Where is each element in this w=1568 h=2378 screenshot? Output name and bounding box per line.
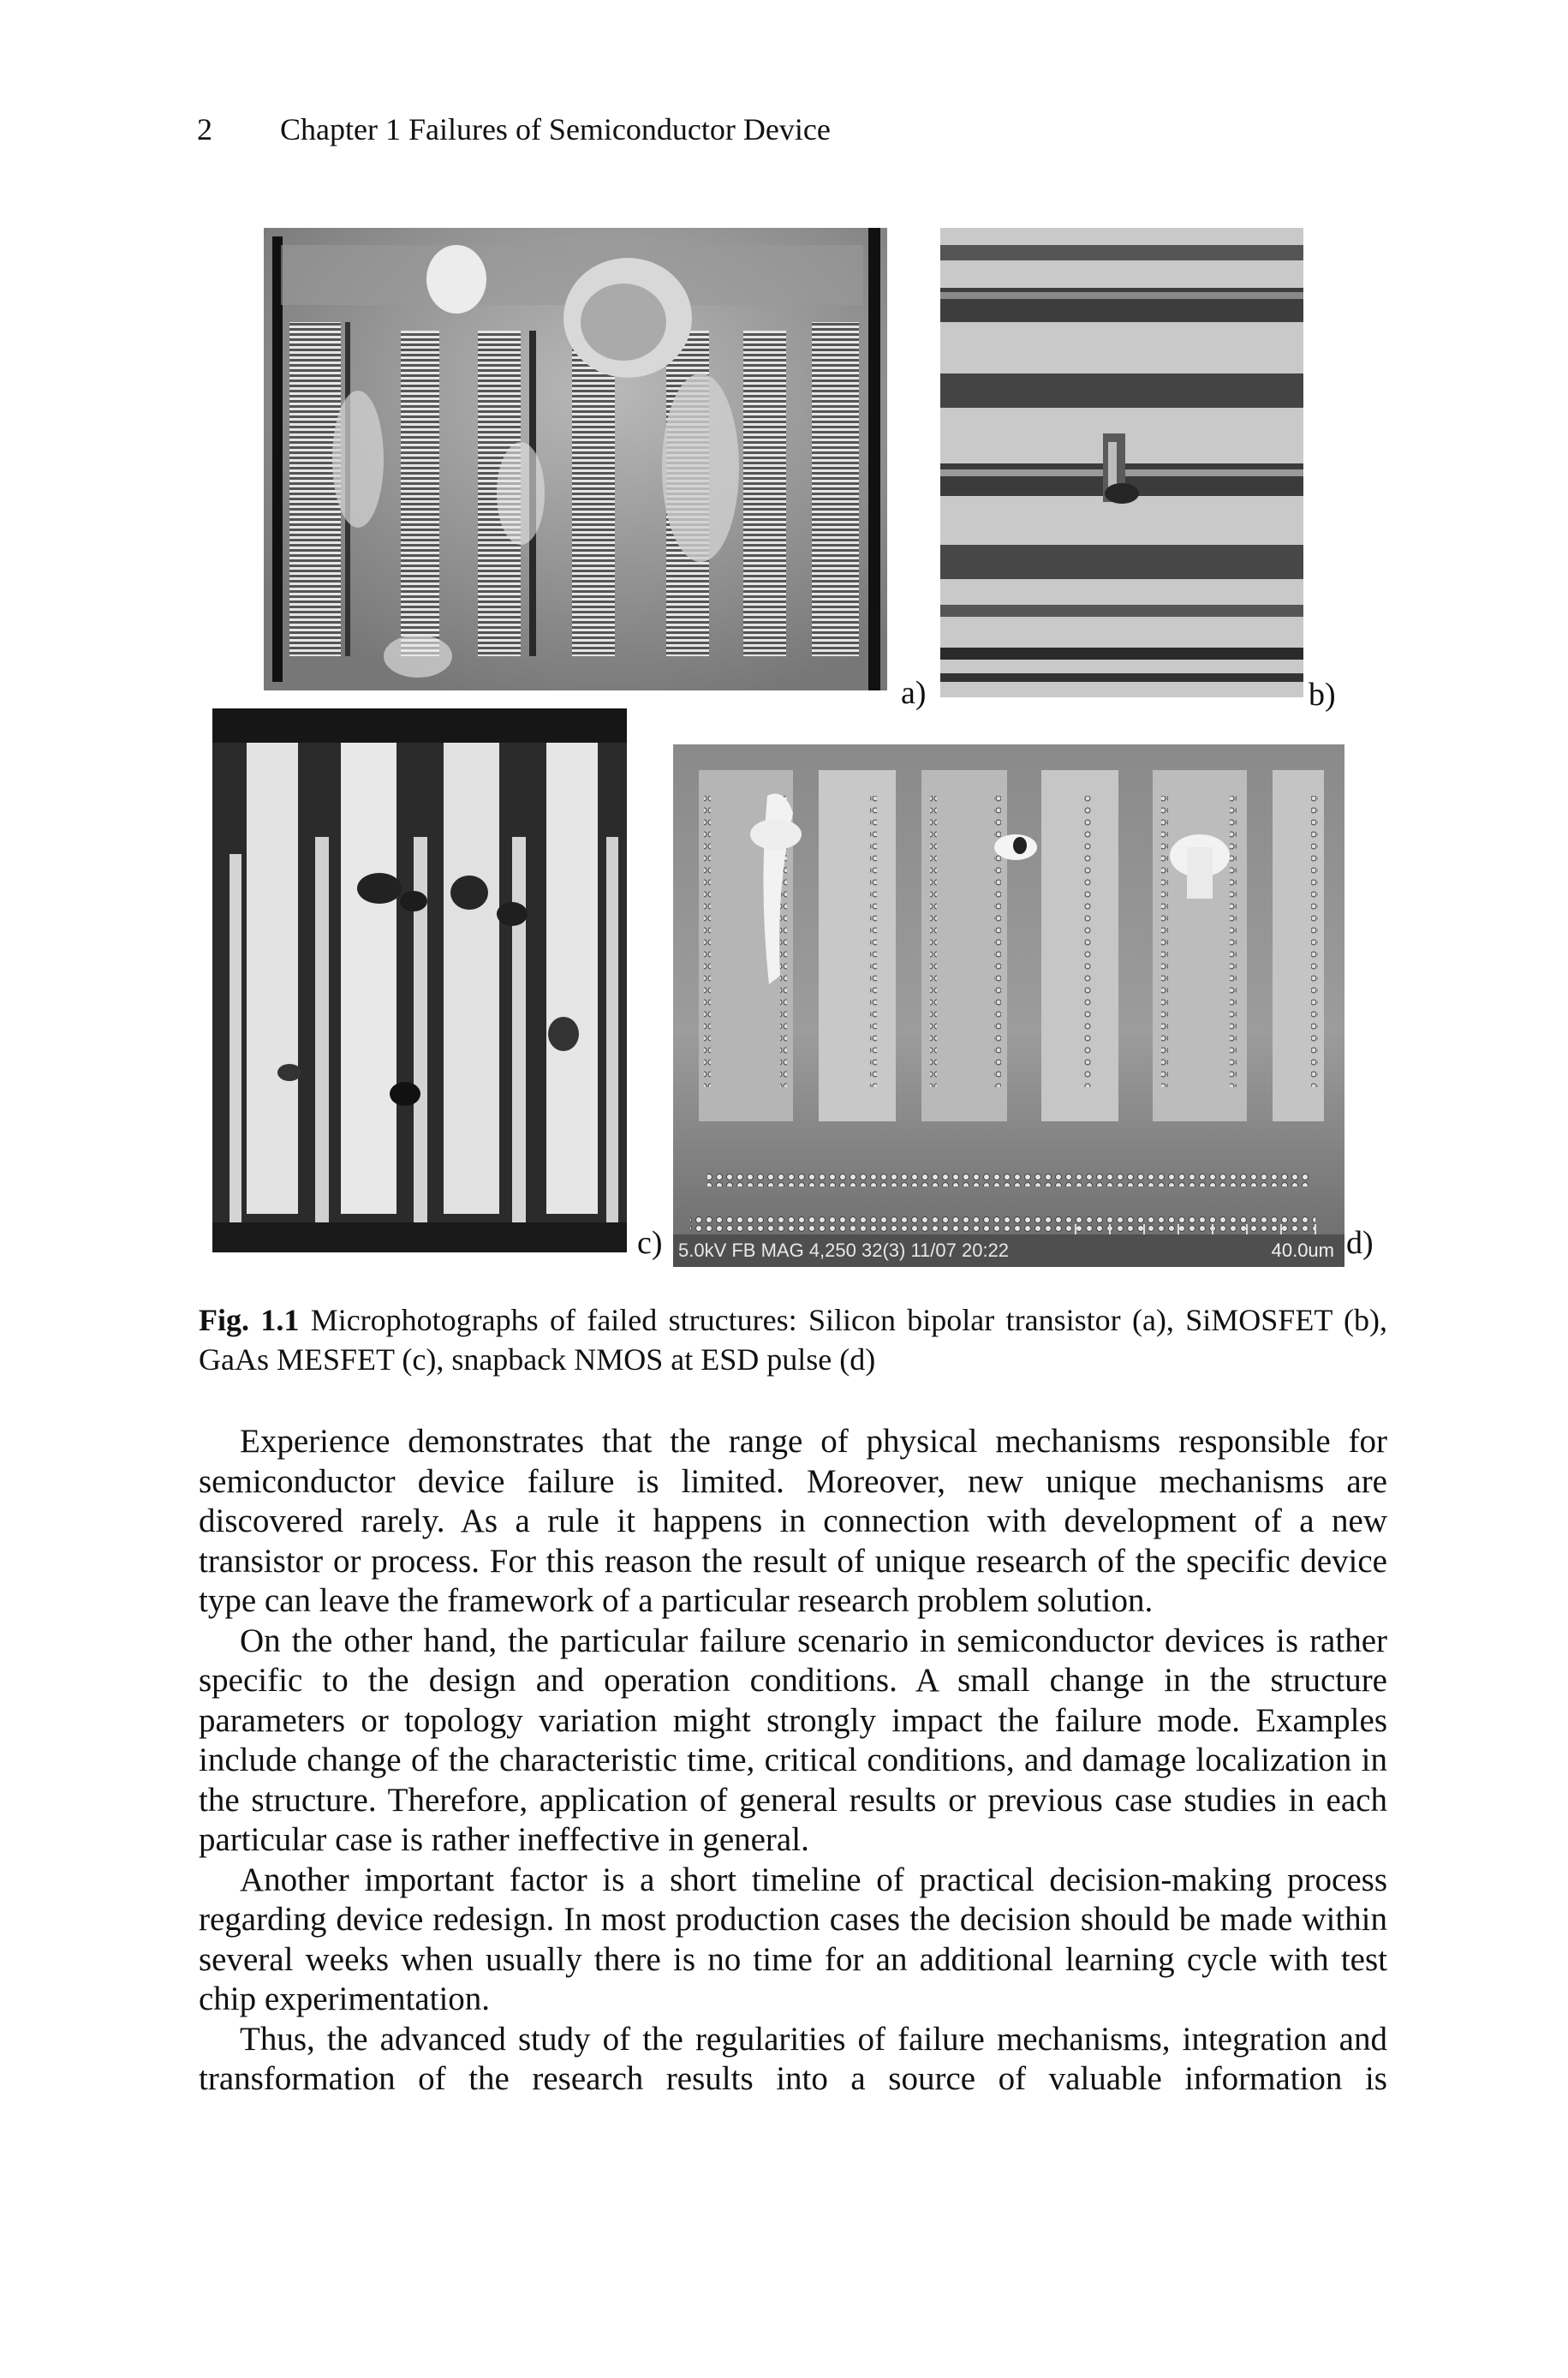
running-title: Chapter 1 Failures of Semiconductor Device <box>280 112 831 146</box>
paragraph: On the other hand, the particular failure scenario in semiconductor devices is rather specific to the design and operation conditions. A small change in the structure parameters or topology variation might strongly impact the failure mode. Examples include change of the characteristic time, critical conditions, and damage localization in the structure. Therefore, application of general results or previous case studies in each particular case is rather ineffective in general. <box>199 1622 1387 1858</box>
sem-info-text: 5.0kV FB MAG 4,250 32(3) 11/07 20:22 <box>678 1240 1010 1261</box>
scale-bar-text: 40.0um <box>1271 1240 1334 1261</box>
paragraph: Experience demonstrates that the range of physical mechanisms responsible for semiconductor device failure is limited. Moreover, new unique mechanisms are discovered rarely. As a rule it happens in connection with development of a new transistor or process. For this reason the result of unique research of the specific device type can leave the framework of a particular research problem solution. <box>199 1423 1387 1619</box>
figure-panel-a <box>264 228 887 690</box>
running-header <box>197 111 831 147</box>
micrograph-c <box>212 708 627 1252</box>
micrograph-d <box>673 744 1344 1267</box>
micrograph-b <box>940 228 1303 697</box>
panel-label-d: d) <box>1346 1225 1374 1261</box>
figure-caption <box>199 1300 1387 1379</box>
caption-label: Fig. 1.1 <box>199 1303 300 1337</box>
body-text <box>199 1422 1387 2100</box>
page-number: 2 <box>197 112 212 146</box>
figure-panel-b <box>940 228 1303 697</box>
paragraph: Another important factor is a short timeline of practical decision-making process regarding device redesign. In most production cases the decision should be made within several weeks when usually there is no time for an additional learning cycle with test chip experimentation. <box>199 1861 1387 2017</box>
micrograph-a <box>264 228 887 690</box>
figure-panel-d <box>673 744 1344 1267</box>
panel-label-a: a) <box>901 675 927 711</box>
paragraph: Thus, the advanced study of the regularities of failure mechanisms, integration and transformation of the research results into a source of valuable information is <box>199 2020 1387 2097</box>
figure-panel-c <box>212 708 627 1252</box>
panel-label-c: c) <box>637 1225 663 1261</box>
panel-label-b: b) <box>1309 677 1336 713</box>
caption-text: Microphotographs of failed structures: Silicon bipolar transistor (a), SiMOSFET (b), GaAs MESFET (c), snapback NMOS at ESD pulse (d) <box>199 1303 1387 1377</box>
